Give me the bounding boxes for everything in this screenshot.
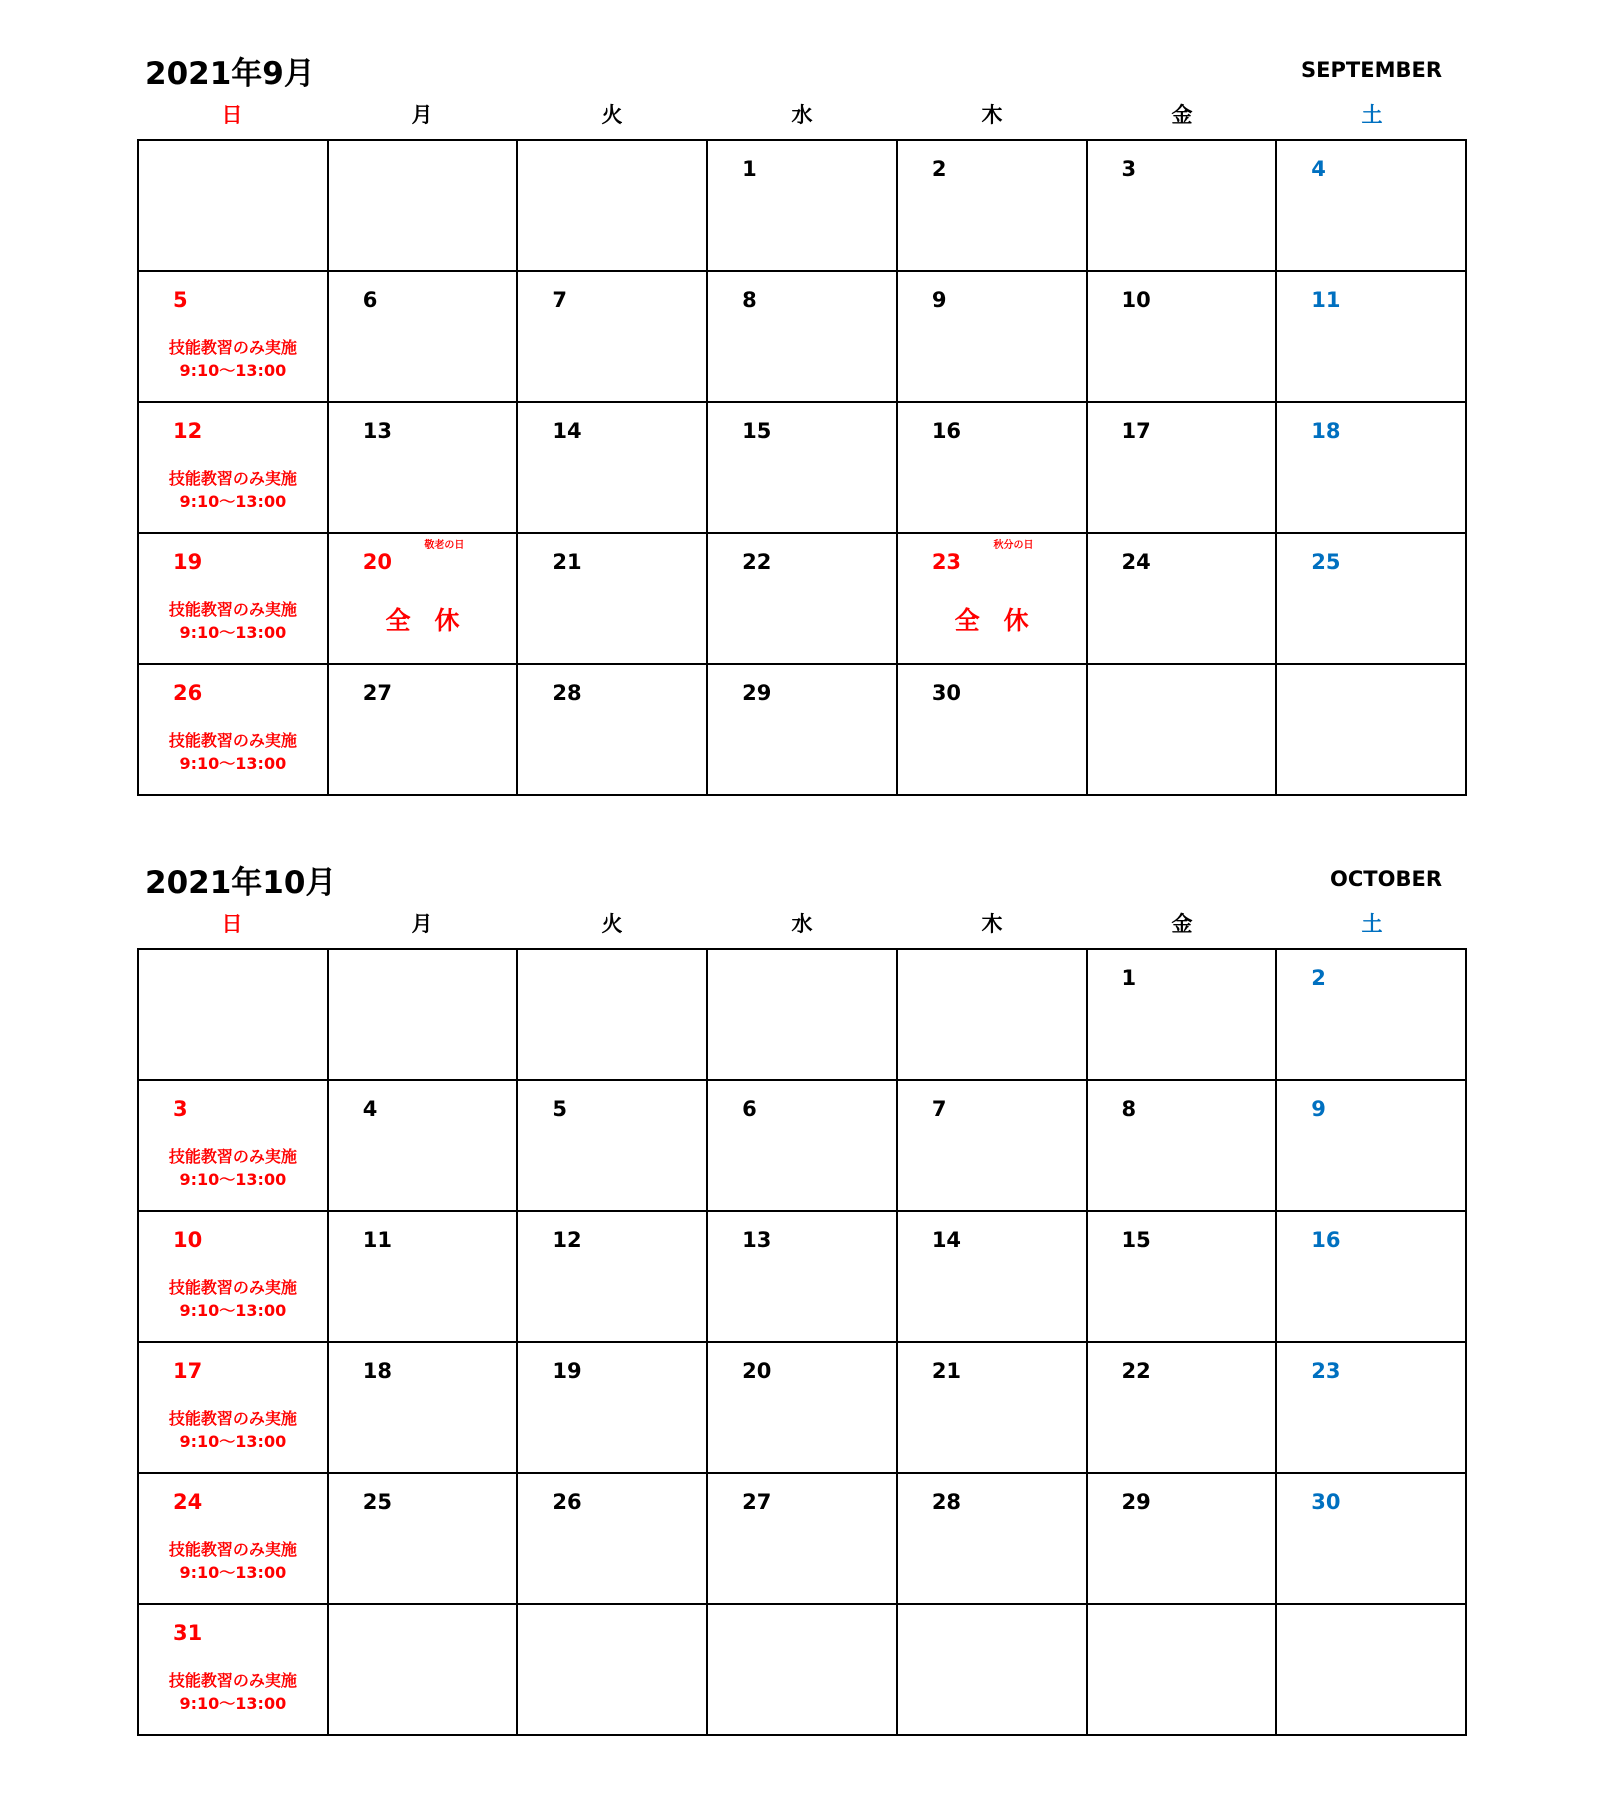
day-number: 19: [552, 1359, 582, 1383]
calendar-day-cell: [328, 533, 518, 664]
day-number: 20: [742, 1359, 772, 1383]
day-number: 17: [173, 1359, 203, 1383]
calendar-day-cell: [138, 1211, 328, 1342]
calendar-day-cell: [897, 1473, 1087, 1604]
calendar-day-cell: [1276, 1473, 1466, 1604]
calendar-day-cell: [328, 1211, 518, 1342]
weekday-sat: 土: [1361, 912, 1383, 936]
day-number: 6: [742, 1097, 757, 1121]
calendar-day-cell: [138, 664, 328, 795]
day-number: 18: [362, 1359, 392, 1383]
day-number: 3: [1121, 157, 1137, 181]
calendar-day-cell: [328, 271, 518, 402]
calendar-week-row: [138, 533, 1466, 664]
day-number: 9: [1311, 1097, 1326, 1121]
weekday-sun: 日: [221, 912, 243, 936]
calendar-day-cell: [897, 402, 1087, 533]
note-hours: 9:10～13:00: [179, 492, 287, 511]
day-number: 15: [1121, 1228, 1151, 1252]
calendar-day-cell: [138, 1473, 328, 1604]
calendar-day-cell: [1087, 140, 1277, 271]
calendar-day-cell: [328, 664, 518, 795]
calendar-day-cell: [707, 140, 897, 271]
note-label: 技能教習のみ実施: [168, 1540, 297, 1559]
calendar-week-row: [138, 1211, 1466, 1342]
calendar-day-cell: [517, 1211, 707, 1342]
day-number: 22: [1121, 1359, 1151, 1383]
day-number: 31: [173, 1621, 203, 1645]
calendar-day-cell: [138, 1080, 328, 1211]
day-number: 20: [362, 550, 392, 574]
day-number: 13: [742, 1228, 772, 1252]
calendar-day-cell: [897, 1604, 1087, 1735]
day-number: 3: [173, 1097, 188, 1121]
calendar-day-cell: [328, 140, 518, 271]
month-title: 2021年9月: [145, 56, 315, 92]
day-number: 13: [362, 419, 392, 443]
calendar-day-cell: [707, 1604, 897, 1735]
calendar-day-cell: [707, 1080, 897, 1211]
calendar-week-row: [138, 271, 1466, 402]
calendar-day-cell: [1276, 1211, 1466, 1342]
day-number: 14: [552, 419, 582, 443]
day-number: 28: [552, 681, 582, 705]
note-label: 技能教習のみ実施: [168, 1671, 297, 1690]
month-english-name: OCTOBER: [1330, 867, 1442, 891]
calendar-day-cell: [707, 271, 897, 402]
calendar-day-cell: [1087, 1473, 1277, 1604]
calendar-day-cell: [1276, 533, 1466, 664]
calendar-day-cell: [138, 140, 328, 271]
calendar-day-cell: [517, 402, 707, 533]
calendar-day-cell: [1087, 533, 1277, 664]
closed-label: 全休: [385, 606, 484, 635]
weekday-thu: 木: [981, 103, 1003, 127]
day-number: 7: [931, 1097, 947, 1121]
day-number: 7: [552, 288, 568, 312]
note-hours: 9:10～13:00: [179, 1694, 287, 1713]
calendar-week-row: [138, 1473, 1466, 1604]
note-label: 技能教習のみ実施: [168, 1409, 297, 1428]
calendar-day-cell: [707, 1473, 897, 1604]
day-number: 26: [552, 1490, 582, 1514]
day-number: 22: [742, 550, 772, 574]
note-hours: 9:10～13:00: [179, 361, 287, 380]
weekday-fri: 金: [1171, 103, 1193, 127]
calendar-week-row: [138, 140, 1466, 271]
weekday-wed: 水: [791, 103, 813, 127]
calendar-day-cell: [517, 1342, 707, 1473]
day-number: 25: [362, 1490, 392, 1514]
note-label: 技能教習のみ実施: [168, 600, 297, 619]
calendar-day-cell: [328, 1473, 518, 1604]
day-number: 11: [362, 1228, 392, 1252]
calendar-day-cell: [1087, 402, 1277, 533]
calendar-day-cell: [1276, 271, 1466, 402]
calendar-day-cell: [707, 402, 897, 533]
day-number: 24: [1121, 550, 1151, 574]
day-number: 21: [931, 1359, 962, 1383]
note-hours: 9:10～13:00: [179, 1301, 287, 1320]
calendar-day-cell: [897, 664, 1087, 795]
calendar-week-row: [138, 949, 1466, 1080]
weekday-mon: 月: [411, 912, 433, 936]
holiday-name: 敬老の日: [424, 540, 465, 551]
calendar-day-cell: [707, 533, 897, 664]
calendar-day-cell: [1087, 1080, 1277, 1211]
day-number: 9: [931, 288, 947, 312]
calendar-day-cell: [517, 1604, 707, 1735]
calendar-day-cell: [1087, 1604, 1277, 1735]
calendar-day-cell: [707, 1211, 897, 1342]
day-number: 30: [931, 681, 962, 705]
day-number: 26: [173, 681, 203, 705]
note-hours: 9:10～13:00: [179, 1432, 287, 1451]
day-note: [139, 467, 327, 513]
calendar-day-cell: [517, 140, 707, 271]
weekday-header: [137, 909, 1467, 939]
day-note: [139, 729, 327, 775]
day-note: [139, 1538, 327, 1584]
calendar-day-cell: [897, 1080, 1087, 1211]
day-number: 2: [931, 157, 947, 181]
note-hours: 9:10～13:00: [179, 1563, 287, 1582]
calendar-day-cell: [1276, 1604, 1466, 1735]
calendar-day-cell: [517, 949, 707, 1080]
day-number: 18: [1311, 419, 1341, 443]
calendar-day-cell: [328, 1342, 518, 1473]
calendar-day-cell: [1276, 402, 1466, 533]
calendar-grid: [137, 948, 1467, 1736]
day-note: [139, 1276, 327, 1322]
calendar-day-cell: [328, 1604, 518, 1735]
day-note: [139, 1407, 327, 1453]
day-number: 24: [173, 1490, 203, 1514]
day-number: 4: [362, 1097, 378, 1121]
weekday-sun: 日: [221, 103, 243, 127]
calendar-week-row: [138, 664, 1466, 795]
calendar-day-cell: [1087, 1211, 1277, 1342]
calendar-day-cell: [897, 949, 1087, 1080]
calendar-day-cell: [1276, 949, 1466, 1080]
calendar-day-cell: [138, 1604, 328, 1735]
day-number: 30: [1311, 1490, 1341, 1514]
note-label: 技能教習のみ実施: [168, 469, 297, 488]
calendar-day-cell: [328, 949, 518, 1080]
calendar-day-cell: [138, 1342, 328, 1473]
calendar-day-cell: [138, 949, 328, 1080]
day-number: 5: [173, 288, 188, 312]
note-label: 技能教習のみ実施: [168, 1147, 297, 1166]
calendar-day-cell: [1276, 1342, 1466, 1473]
calendar-day-cell: [897, 140, 1087, 271]
calendar-week-row: [138, 1342, 1466, 1473]
day-number: 1: [742, 157, 757, 181]
day-number: 19: [173, 550, 203, 574]
calendar-day-cell: [138, 271, 328, 402]
calendar-day-cell: [707, 1342, 897, 1473]
calendar-day-cell: [897, 271, 1087, 402]
day-number: 29: [1121, 1490, 1151, 1514]
calendar-week-row: [138, 1080, 1466, 1211]
calendar-day-cell: [707, 664, 897, 795]
day-number: 25: [1311, 550, 1341, 574]
day-number: 10: [173, 1228, 203, 1252]
day-number: 17: [1121, 419, 1151, 443]
calendar-week-row: [138, 1604, 1466, 1735]
day-number: 5: [552, 1097, 568, 1121]
calendar-day-cell: [517, 271, 707, 402]
calendar-day-cell: [897, 533, 1087, 664]
day-number: 23: [1311, 1359, 1341, 1383]
day-number: 27: [742, 1490, 772, 1514]
day-number: 8: [1121, 1097, 1137, 1121]
weekday-wed: 水: [791, 912, 813, 936]
note-hours: 9:10～13:00: [179, 754, 287, 773]
calendar-day-cell: [517, 1080, 707, 1211]
day-number: 29: [742, 681, 772, 705]
weekday-thu: 木: [981, 912, 1003, 936]
calendar-day-cell: [517, 533, 707, 664]
calendar-day-cell: [1087, 1342, 1277, 1473]
day-number: 10: [1121, 288, 1151, 312]
note-label: 技能教習のみ実施: [168, 338, 297, 357]
day-number: 6: [362, 288, 378, 312]
day-number: 21: [552, 550, 582, 574]
calendar-day-cell: [1276, 1080, 1466, 1211]
note-hours: 9:10～13:00: [179, 1170, 287, 1189]
day-number: 2: [1311, 966, 1326, 990]
day-note: [139, 1669, 327, 1715]
day-number: 27: [362, 681, 392, 705]
calendar-day-cell: [138, 533, 328, 664]
note-hours: 9:10～13:00: [179, 623, 287, 642]
weekday-tue: 火: [601, 103, 623, 127]
calendar-grid: [137, 139, 1467, 796]
closed-label: 全休: [954, 606, 1053, 635]
calendar-day-cell: [138, 402, 328, 533]
day-number: 16: [931, 419, 962, 443]
day-number: 12: [173, 419, 203, 443]
weekday-mon: 月: [411, 103, 433, 127]
calendar-day-cell: [328, 402, 518, 533]
weekday-tue: 火: [601, 912, 623, 936]
day-number: 11: [1311, 288, 1341, 312]
note-label: 技能教習のみ実施: [168, 1278, 297, 1297]
month-title: 2021年10月: [145, 865, 337, 901]
calendar-day-cell: [517, 1473, 707, 1604]
calendar-day-cell: [1087, 271, 1277, 402]
day-number: 1: [1121, 966, 1137, 990]
weekday-sat: 土: [1361, 103, 1383, 127]
note-label: 技能教習のみ実施: [168, 731, 297, 750]
day-number: 28: [931, 1490, 962, 1514]
calendar-day-cell: [897, 1342, 1087, 1473]
calendar-week-row: [138, 402, 1466, 533]
day-note: [139, 1145, 327, 1191]
day-number: 8: [742, 288, 757, 312]
calendar-day-cell: [1276, 664, 1466, 795]
calendar-day-cell: [1276, 140, 1466, 271]
month-english-name: SEPTEMBER: [1301, 58, 1442, 82]
calendar-day-cell: [897, 1211, 1087, 1342]
calendar-day-cell: [328, 1080, 518, 1211]
holiday-name: 秋分の日: [993, 540, 1034, 551]
calendar-day-cell: [707, 949, 897, 1080]
day-number: 16: [1311, 1228, 1341, 1252]
calendar-day-cell: [517, 664, 707, 795]
weekday-fri: 金: [1171, 912, 1193, 936]
day-number: 14: [931, 1228, 962, 1252]
weekday-header: [137, 100, 1467, 130]
calendar-day-cell: [1087, 949, 1277, 1080]
day-note: [139, 336, 327, 382]
calendar-day-cell: [1087, 664, 1277, 795]
day-number: 12: [552, 1228, 582, 1252]
day-note: [139, 598, 327, 644]
day-number: 23: [931, 550, 962, 574]
day-number: 15: [742, 419, 772, 443]
day-number: 4: [1311, 157, 1326, 181]
